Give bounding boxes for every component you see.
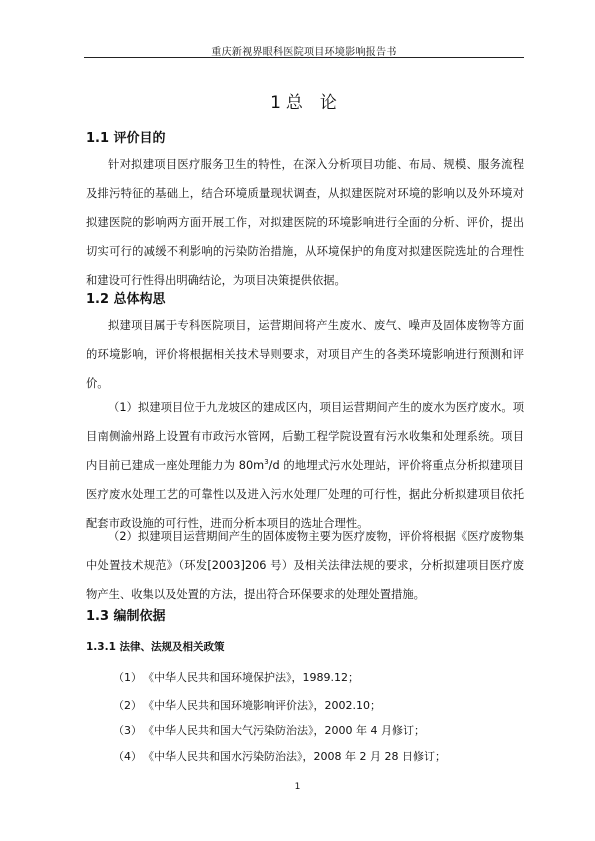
section-heading-1-2: 1.2 总体构思 [86,292,166,307]
p2-text-after: /d 的地埋式污水处理站，评价将重点分析拟建项目医疗废水处理工艺的可靠性以及进入污水处理厂处理的可行性，据此分析拟建项目依托配套市政设施的可行性，进而分析本项目的选址合理性。 [86,459,524,530]
header-rule [84,57,524,58]
page-number: 1 [294,782,301,792]
list-item-text: 《中华人民共和国环境保护法》，1989.12； [143,671,359,684]
running-header: 重庆新视界眼科医院项目环境影响报告书 [211,47,397,58]
section-1-2-paragraph-2 [86,393,524,538]
chapter-title [84,88,524,113]
list-item [113,722,425,738]
list-item-index: （2） [113,699,142,712]
list-item-text: 《中华人民共和国水污染防治法》，2008 年 2 月 28 日修订； [143,750,446,763]
list-item [113,697,381,713]
p2-text-before: （1）拟建项目位于九龙坡区的建成区内，项目运营期间产生的废水为医疗废水。项目南侧渝州路上设置有市政污水管网，后勤工程学院设置有污水收集和处理系统。项目内目前已建成一座处理能力为 80m [86,401,524,472]
section-heading-1-3: 1.3 编制依据 [86,609,166,624]
list-item-index: （1） [113,671,142,684]
section-1-1-paragraph: 针对拟建项目医疗服务卫生的特性，在深入分析项目功能、布局、规模、服务流程及排污特征的基础上，结合环境质量现状调查，从拟建医院对环境的影响以及外环境对拟建医院的影响两方面开展工作，对拟建医院的环境影响进行全面的分析、评价，提出切实可行的减缓不利影响的污染防治措施，从环境保护的角度对拟建医院选址的合理性和建设可行性得出明确结论，为项目决策提供依据。 [86,158,524,287]
list-item-text: 《中华人民共和国环境影响评价法》，2002.10； [143,699,381,712]
p2-superscript: 3 [264,458,269,467]
chapter-number: 1 [270,93,282,113]
list-item-index: （4） [113,750,142,763]
list-item-index: （3） [113,724,142,737]
list-item [113,669,359,685]
list-item-text: 《中华人民共和国大气污染防治法》，2000 年 4 月修订； [143,724,425,737]
section-1-2-paragraph-1: 拟建项目属于专科医院项目，运营期间将产生废水、废气、噪声及固体废物等方面的环境影响，评价将根据相关技术导则要求，对项目产生的各类环境影响进行预测和评价。 [86,319,524,390]
list-item [113,748,446,764]
chapter-title-part-b: 论 [319,93,338,113]
section-1-2-paragraph-3: （2）拟建项目运营期间产生的固体废物主要为医疗废物，评价将根据《医疗废物集中处置技术规范》（环发[2003]206 号）及相关法律法规的要求，分析拟建项目医疗废物产生、收集以及处置的方法，提出符合环保要求的处理处置措施。 [86,530,524,601]
chapter-title-part-a: 总 [285,93,304,113]
subsection-heading-1-3-1: 1.3.1 法律、法规及相关政策 [86,641,225,653]
section-heading-1-1: 1.1 评价目的 [86,131,166,146]
